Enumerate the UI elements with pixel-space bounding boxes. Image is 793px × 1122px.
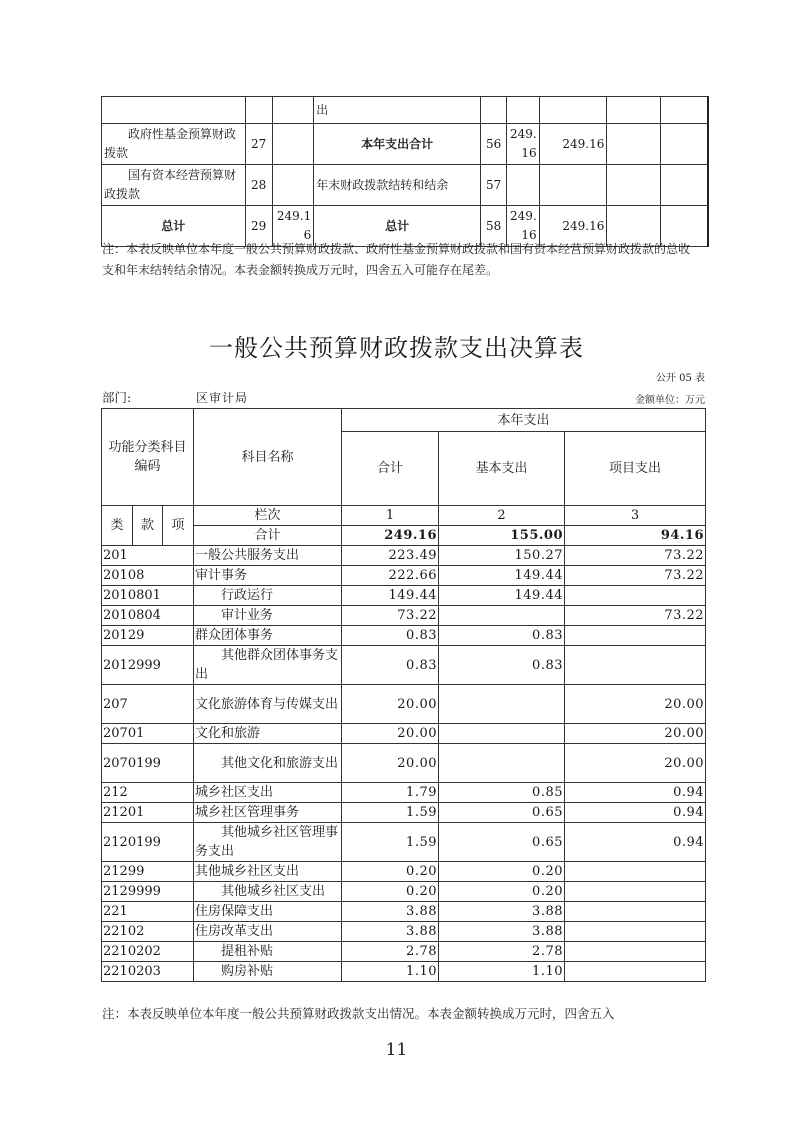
table-row (102, 626, 706, 646)
function-code: 21299 (102, 862, 194, 882)
right-value-1 (507, 165, 539, 206)
left-line-no (245, 97, 272, 124)
total-amount: 149.44 (342, 586, 439, 606)
total-amount: 20.00 (342, 685, 439, 724)
subject-name: 其他城乡社区管理事务支出 (194, 823, 342, 862)
basic-amount: 0.83 (439, 646, 565, 685)
right-value-2: 249.16 (539, 206, 607, 247)
total-amount: 3.88 (342, 922, 439, 942)
project-amount (565, 586, 706, 606)
function-code: 21201 (102, 803, 194, 823)
subject-name: 提租补贴 (194, 942, 342, 962)
left-line-no: 27 (245, 124, 272, 165)
project-amount: 73.22 (565, 546, 706, 566)
header-row-3 (102, 506, 706, 526)
left-label (102, 97, 246, 124)
basic-amount: 0.65 (439, 803, 565, 823)
left-line-no: 28 (245, 165, 272, 206)
right-value-3 (607, 165, 661, 206)
right-value-2 (539, 97, 607, 124)
subject-name: 住房改革支出 (194, 922, 342, 942)
top-table-row (102, 97, 709, 124)
basic-amount: 0.83 (439, 626, 565, 646)
total-amount: 20.00 (342, 744, 439, 783)
function-code: 2012999 (102, 646, 194, 685)
basic-amount: 149.44 (439, 566, 565, 586)
subject-name: 其他文化和旅游支出 (194, 744, 342, 783)
project-amount: 0.94 (565, 783, 706, 803)
function-code: 201 (102, 546, 194, 566)
subject-name: 文化和旅游 (194, 724, 342, 744)
basic-amount: 150.27 (439, 546, 565, 566)
right-label: 总计 (314, 206, 481, 247)
sum-label: 合计 (194, 526, 342, 546)
basic-amount: 0.20 (439, 882, 565, 902)
project-amount (565, 922, 706, 942)
function-code: 2070199 (102, 744, 194, 783)
subject-name: 审计事务 (194, 566, 342, 586)
header-column-order: 栏次 (194, 506, 342, 526)
project-amount: 73.22 (565, 566, 706, 586)
table-row (102, 646, 706, 685)
project-amount (565, 962, 706, 982)
basic-amount (439, 724, 565, 744)
header-col3: 3 (565, 506, 706, 526)
right-line-no: 57 (481, 165, 507, 206)
right-value-1: 249.16 (507, 124, 539, 165)
right-value-4 (660, 165, 708, 206)
header-basic: 基本支出 (439, 432, 565, 506)
right-value-1: 249.16 (507, 206, 539, 247)
table-row (102, 922, 706, 942)
function-code: 221 (102, 902, 194, 922)
subject-name: 文化旅游体育与传媒支出 (194, 685, 342, 724)
top-table-row (102, 124, 709, 165)
table-row (102, 724, 706, 744)
header-xiang: 项 (163, 506, 194, 546)
basic-amount: 0.85 (439, 783, 565, 803)
page-number: 11 (385, 1040, 408, 1060)
right-value-1 (507, 97, 539, 124)
total-amount: 20.00 (342, 724, 439, 744)
table-row (102, 606, 706, 626)
function-code: 20129 (102, 626, 194, 646)
total-amount: 3.88 (342, 902, 439, 922)
right-label: 本年支出合计 (314, 124, 481, 165)
project-amount (565, 902, 706, 922)
total-amount: 0.83 (342, 626, 439, 646)
subject-name: 城乡社区支出 (194, 783, 342, 803)
right-label: 年末财政拨款结转和结余 (314, 165, 481, 206)
subject-name: 行政运行 (194, 586, 342, 606)
header-kuan: 款 (133, 506, 163, 546)
total-amount: 222.66 (342, 566, 439, 586)
left-line-no: 29 (245, 206, 272, 247)
subject-name: 城乡社区管理事务 (194, 803, 342, 823)
basic-amount (439, 744, 565, 783)
right-value-4 (660, 124, 708, 165)
total-amount: 0.83 (342, 646, 439, 685)
right-line-no (481, 97, 507, 124)
basic-amount (439, 606, 565, 626)
right-label: 出 (314, 97, 481, 124)
project-amount: 0.94 (565, 823, 706, 862)
left-label: 总计 (102, 206, 246, 247)
project-amount (565, 942, 706, 962)
total-amount: 1.79 (342, 783, 439, 803)
project-amount (565, 646, 706, 685)
table-row (102, 942, 706, 962)
total-amount: 0.20 (342, 862, 439, 882)
project-amount (565, 882, 706, 902)
left-value: 249.16 (272, 206, 313, 247)
previous-table-fragment (101, 96, 709, 247)
sum-project: 94.16 (565, 526, 706, 546)
header-lei: 类 (102, 506, 133, 546)
project-amount: 73.22 (565, 606, 706, 626)
subject-name: 其他群众团体事务支出 (194, 646, 342, 685)
total-amount: 2.78 (342, 942, 439, 962)
table-row (102, 783, 706, 803)
function-code: 2010804 (102, 606, 194, 626)
top-table-note-line1: 注：本表反映单位本年度一般公共预算财政拨款、政府性基金预算财政拨款和国有资本经营预算财政拨款的总收 (102, 242, 691, 256)
subject-name: 其他城乡社区支出 (194, 862, 342, 882)
basic-amount: 3.88 (439, 902, 565, 922)
header-col2: 2 (439, 506, 565, 526)
basic-amount: 3.88 (439, 922, 565, 942)
table-row (102, 902, 706, 922)
header-project: 项目支出 (565, 432, 706, 506)
subject-name: 审计业务 (194, 606, 342, 626)
function-code: 2210202 (102, 942, 194, 962)
right-value-2 (539, 165, 607, 206)
subject-name: 住房保障支出 (194, 902, 342, 922)
function-code: 20108 (102, 566, 194, 586)
total-amount: 73.22 (342, 606, 439, 626)
project-amount: 20.00 (565, 744, 706, 783)
total-amount: 1.59 (342, 823, 439, 862)
subject-name: 购房补贴 (194, 962, 342, 982)
basic-amount: 2.78 (439, 942, 565, 962)
function-code: 207 (102, 685, 194, 724)
header-col1: 1 (342, 506, 439, 526)
function-code: 2010801 (102, 586, 194, 606)
project-amount (565, 862, 706, 882)
sum-total: 249.16 (342, 526, 439, 546)
table-row (102, 566, 706, 586)
report-note: 注：本表反映单位本年度一般公共预算财政拨款支出情况。本表金额转换成万元时，四舍五入 (102, 1006, 615, 1021)
project-amount: 20.00 (565, 685, 706, 724)
total-amount: 0.20 (342, 882, 439, 902)
basic-amount (439, 685, 565, 724)
total-amount: 1.10 (342, 962, 439, 982)
right-value-3 (607, 124, 661, 165)
header-name: 科目名称 (194, 409, 342, 506)
function-code: 2210203 (102, 962, 194, 982)
table-row (102, 586, 706, 606)
basic-amount: 1.10 (439, 962, 565, 982)
table-row (102, 744, 706, 783)
table-row (102, 685, 706, 724)
left-label: 政府性基金预算财政拨款 (102, 124, 246, 165)
basic-amount: 0.65 (439, 823, 565, 862)
project-amount: 20.00 (565, 724, 706, 744)
amount-unit: 金额单位：万元 (635, 395, 705, 406)
left-label: 国有资本经营预算财政拨款 (102, 165, 246, 206)
left-value (272, 165, 313, 206)
project-amount (565, 626, 706, 646)
department-label: 部门: (102, 390, 132, 405)
report-title: 一般公共预算财政拨款支出决算表 (209, 334, 584, 362)
table-row (102, 823, 706, 862)
subject-name: 群众团体事务 (194, 626, 342, 646)
expenditure-table (101, 408, 706, 982)
total-amount: 223.49 (342, 546, 439, 566)
function-code: 20701 (102, 724, 194, 744)
header-code-group: 功能分类科目编码 (102, 409, 194, 506)
form-number: 公开 05 表 (655, 373, 705, 384)
left-value (272, 97, 313, 124)
top-table-note-line2: 支和年末结转结余情况。本表金额转换成万元时，四舍五入可能存在尾差。 (102, 263, 499, 277)
right-value-3 (607, 97, 661, 124)
function-code: 2120199 (102, 823, 194, 862)
header-row-1 (102, 409, 706, 432)
right-value-4 (660, 97, 708, 124)
table-row (102, 962, 706, 982)
top-table-row (102, 165, 709, 206)
subject-name: 一般公共服务支出 (194, 546, 342, 566)
right-line-no: 58 (481, 206, 507, 247)
right-line-no: 56 (481, 124, 507, 165)
table-row (102, 803, 706, 823)
table-row (102, 882, 706, 902)
table-row (102, 862, 706, 882)
basic-amount: 149.44 (439, 586, 565, 606)
function-code: 22102 (102, 922, 194, 942)
basic-amount: 0.20 (439, 862, 565, 882)
header-total: 合计 (342, 432, 439, 506)
subject-name: 其他城乡社区支出 (194, 882, 342, 902)
left-value (272, 124, 313, 165)
sum-basic: 155.00 (439, 526, 565, 546)
department-value: 区审计局 (196, 391, 249, 405)
header-year-expense: 本年支出 (342, 409, 706, 432)
table-row (102, 546, 706, 566)
project-amount: 0.94 (565, 803, 706, 823)
total-amount: 1.59 (342, 803, 439, 823)
function-code: 212 (102, 783, 194, 803)
right-value-2: 249.16 (539, 124, 607, 165)
function-code: 2129999 (102, 882, 194, 902)
